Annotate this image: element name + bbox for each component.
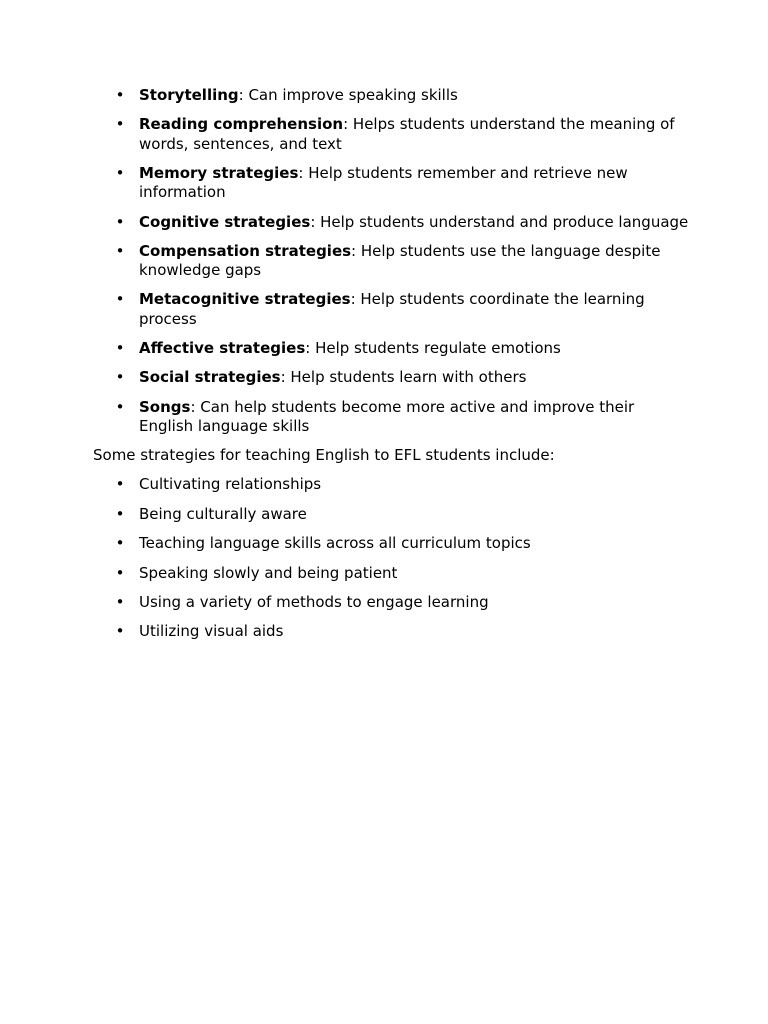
list-item-description: : Can help students become more active and improve their English language skills (139, 397, 635, 435)
list-item-term: Reading comprehension (139, 115, 344, 134)
list-item (93, 505, 693, 525)
bullet-glyph: • (115, 622, 125, 641)
list-item (93, 164, 693, 203)
list-item (93, 213, 693, 233)
list-item-description: : Help students coordinate the learning process (139, 290, 645, 328)
bullet-glyph: • (115, 339, 125, 358)
bullet-glyph: • (115, 504, 125, 523)
list-item-term: Songs (139, 397, 191, 416)
bullet-glyph: • (115, 212, 125, 231)
document-body (93, 86, 693, 652)
list-item (93, 398, 693, 437)
list-item (93, 86, 693, 106)
list-item-text: Using a variety of methods to engage learning (139, 592, 489, 611)
bullet-glyph: • (115, 475, 125, 494)
list-item-text: Being culturally aware (139, 504, 307, 523)
bullet-glyph: • (115, 241, 125, 260)
list-item-term: Metacognitive strategies (139, 290, 351, 309)
list-item-term: Cognitive strategies (139, 212, 311, 231)
bullet-glyph: • (115, 163, 125, 182)
bullet-glyph: • (115, 86, 125, 104)
bullet-glyph: • (115, 290, 125, 309)
list-item-description: : Helps students understand the meaning of words, sentences, and text (139, 115, 675, 153)
list-item-description: : Help students learn with others (280, 368, 527, 387)
list-item-term: Memory strategies (139, 163, 299, 182)
list-item (93, 564, 693, 584)
list-item-description: : Help students remember and retrieve new information (139, 163, 628, 202)
list-item (93, 593, 693, 613)
bullet-glyph: • (115, 115, 125, 134)
list-item (93, 368, 693, 388)
list-item-text: Cultivating relationships (139, 475, 322, 494)
intro-paragraph: Some strategies for teaching English to EFL students include: (93, 446, 555, 465)
list-item-description: : Help students understand and produce language (310, 212, 689, 231)
list-item-term: Social strategies (139, 368, 281, 387)
bullet-glyph: • (115, 563, 125, 582)
list-item-term: Affective strategies (139, 339, 306, 358)
bullet-glyph: • (115, 368, 125, 387)
list-item (93, 290, 693, 329)
list-item (93, 115, 693, 154)
bullet-glyph: • (115, 592, 125, 611)
list-item-description: : Help students use the language despite knowledge gaps (139, 241, 661, 280)
list-item (93, 339, 693, 359)
list-item-text: Teaching language skills across all curriculum topics (139, 534, 531, 553)
teaching-tips-list (93, 475, 693, 641)
bullet-glyph: • (115, 397, 125, 416)
list-item-description: : Help students regulate emotions (305, 339, 561, 358)
list-item-description: : Can improve speaking skills (238, 86, 458, 104)
list-item-text: Speaking slowly and being patient (139, 563, 398, 582)
list-item (93, 534, 693, 554)
list-item-text: Utilizing visual aids (139, 622, 284, 641)
strategies-list (93, 86, 693, 437)
list-item (93, 475, 693, 495)
list-item-term: Compensation strategies (139, 241, 352, 260)
list-item (93, 242, 693, 281)
list-item-term: Storytelling (139, 86, 239, 104)
list-item (93, 622, 693, 642)
bullet-glyph: • (115, 534, 125, 553)
